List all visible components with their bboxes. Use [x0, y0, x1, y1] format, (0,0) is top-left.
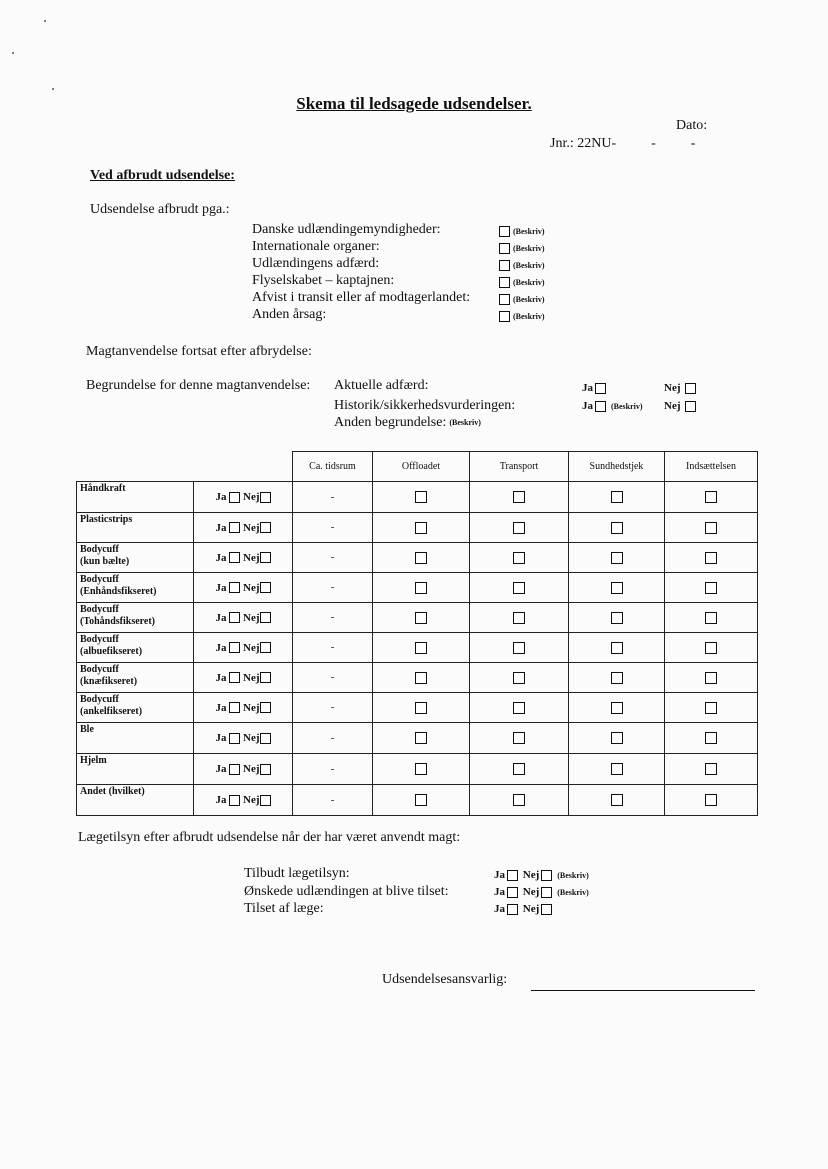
row-ja-nej: Ja Nej — [194, 723, 293, 754]
laege-options: Ja Nej (Beskriv) — [494, 886, 589, 898]
table-row — [77, 723, 758, 754]
offloadet-checkbox[interactable] — [415, 642, 427, 654]
row-no-checkbox[interactable] — [260, 702, 271, 713]
laege-options: Ja Nej — [494, 903, 554, 915]
transport-cell — [470, 543, 569, 573]
row-ja-nej: Ja Nej — [194, 543, 293, 573]
row-yes-checkbox[interactable] — [229, 764, 240, 775]
beskriv-note: (Beskriv) — [513, 244, 545, 254]
laege-options: Ja Nej (Beskriv) — [494, 869, 589, 881]
reason-label: Danske udlændingemyndigheder: — [252, 222, 441, 237]
beskriv-note: (Beskriv) — [513, 278, 545, 288]
reason-checkbox[interactable] — [499, 226, 510, 237]
reason-label: Internationale organer: — [252, 239, 380, 254]
historik-no-option: Nej — [664, 400, 698, 412]
offloadet-checkbox[interactable] — [415, 612, 427, 624]
row-label: Bodycuff (kun bælte) — [77, 543, 194, 573]
offloadet-cell — [373, 754, 470, 785]
sundhedstjek-checkbox[interactable] — [611, 732, 623, 744]
table-row — [77, 785, 758, 816]
table-row — [77, 513, 758, 543]
row-yes-checkbox[interactable] — [229, 702, 240, 713]
reason-label: Flyselskabet – kaptajnen: — [252, 273, 395, 288]
sundhedstjek-cell — [569, 663, 665, 693]
row-ja-nej: Ja Nej — [194, 785, 293, 816]
row-ja-nej: Ja Nej — [194, 663, 293, 693]
sundhedstjek-checkbox[interactable] — [611, 702, 623, 714]
reason-label: Udlændingens adfærd: — [252, 256, 380, 271]
offloadet-checkbox[interactable] — [415, 732, 427, 744]
aktuel-yes-option: Ja — [582, 382, 608, 394]
table-row — [77, 603, 758, 633]
transport-checkbox[interactable] — [513, 642, 525, 654]
sundhedstjek-checkbox[interactable] — [611, 582, 623, 594]
laege-yes-checkbox[interactable] — [507, 887, 518, 898]
col-header: Transport — [470, 452, 569, 482]
tidsrum-cell[interactable]: - — [293, 785, 373, 816]
row-no-checkbox[interactable] — [260, 795, 271, 806]
laege-item: Ønskede udlændingen at blive tilset: — [244, 884, 449, 899]
row-label: Hjelm — [77, 754, 194, 785]
indsaettelsen-checkbox[interactable] — [705, 491, 717, 503]
offloadet-cell — [373, 573, 470, 603]
sundhedstjek-checkbox[interactable] — [611, 763, 623, 775]
transport-cell — [470, 785, 569, 816]
journal-number: Jnr.: 22NU- - - — [550, 136, 696, 151]
transport-cell — [470, 754, 569, 785]
row-label: Bodycuff (ankelfikseret) — [77, 693, 194, 723]
offloadet-checkbox[interactable] — [415, 552, 427, 564]
row-yes-checkbox[interactable] — [229, 492, 240, 503]
indsaettelsen-cell — [665, 663, 758, 693]
table-row — [77, 543, 758, 573]
transport-checkbox[interactable] — [513, 552, 525, 564]
tidsrum-cell[interactable]: - — [293, 633, 373, 663]
form-title: Skema til ledsagede udsendelser. — [296, 94, 532, 113]
laege-no-checkbox[interactable] — [541, 904, 552, 915]
indsaettelsen-cell — [665, 482, 758, 513]
sundhedstjek-cell — [569, 723, 665, 754]
row-label: Håndkraft — [77, 482, 194, 513]
indsaettelsen-checkbox[interactable] — [705, 612, 717, 624]
row-label: Bodycuff (Tohåndsfikseret) — [77, 603, 194, 633]
row-ja-nej: Ja Nej — [194, 633, 293, 663]
signature-line[interactable] — [531, 990, 755, 991]
row-label: Ble — [77, 723, 194, 754]
tidsrum-cell[interactable]: - — [293, 513, 373, 543]
afbrudt-label: Udsendelse afbrudt pga.: — [90, 202, 230, 217]
row-ja-nej: Ja Nej — [194, 573, 293, 603]
row-no-checkbox[interactable] — [260, 492, 271, 503]
sundhedstjek-checkbox[interactable] — [611, 642, 623, 654]
sundhedstjek-cell — [569, 785, 665, 816]
historik-no-checkbox[interactable] — [685, 401, 696, 412]
transport-cell — [470, 723, 569, 754]
laege-yes-checkbox[interactable] — [507, 870, 518, 881]
indsaettelsen-cell — [665, 513, 758, 543]
table-row — [77, 482, 758, 513]
beskriv-note: (Beskriv) — [513, 227, 545, 237]
row-ja-nej: Ja Nej — [194, 693, 293, 723]
row-no-checkbox[interactable] — [260, 642, 271, 653]
scan-speck — [52, 88, 54, 90]
restraint-table — [76, 451, 758, 816]
offloadet-checkbox[interactable] — [415, 672, 427, 684]
transport-checkbox[interactable] — [513, 672, 525, 684]
indsaettelsen-checkbox[interactable] — [705, 702, 717, 714]
indsaettelsen-checkbox[interactable] — [705, 794, 717, 806]
row-label: Plasticstrips — [77, 513, 194, 543]
sundhedstjek-checkbox[interactable] — [611, 552, 623, 564]
table-row — [77, 663, 758, 693]
row-yes-checkbox[interactable] — [229, 642, 240, 653]
beskriv-note: (Beskriv) — [513, 295, 545, 305]
transport-checkbox[interactable] — [513, 582, 525, 594]
row-no-checkbox[interactable] — [260, 522, 271, 533]
reason-checkbox-row — [499, 309, 545, 325]
aktuel-yes-checkbox[interactable] — [595, 383, 606, 394]
begrundelse-aktuel: Aktuelle adfærd: — [334, 378, 429, 393]
row-no-checkbox[interactable] — [260, 612, 271, 623]
historik-yes-option: Ja (Beskriv) — [582, 400, 643, 412]
row-yes-checkbox[interactable] — [229, 552, 240, 563]
laege-heading: Lægetilsyn efter afbrudt udsendelse når der har været anvendt magt: — [78, 830, 461, 845]
transport-cell — [470, 573, 569, 603]
offloadet-checkbox[interactable] — [415, 702, 427, 714]
laege-no-checkbox[interactable] — [541, 887, 552, 898]
sundhedstjek-checkbox[interactable] — [611, 491, 623, 503]
offloadet-cell — [373, 785, 470, 816]
reason-checkbox[interactable] — [499, 243, 510, 254]
col-header: Ca. tidsrum — [293, 452, 373, 482]
reason-checkbox[interactable] — [499, 260, 510, 271]
begrundelse-anden: Anden begrundelse: (Beskriv) — [334, 415, 481, 430]
transport-cell — [470, 663, 569, 693]
sundhedstjek-checkbox[interactable] — [611, 522, 623, 534]
offloadet-cell — [373, 513, 470, 543]
tidsrum-cell[interactable]: - — [293, 663, 373, 693]
tidsrum-cell[interactable]: - — [293, 603, 373, 633]
transport-checkbox[interactable] — [513, 612, 525, 624]
reason-label: Anden årsag: — [252, 307, 327, 322]
signer-label: Udsendelsesansvarlig: — [382, 972, 508, 987]
offloadet-cell — [373, 633, 470, 663]
row-label: Bodycuff (knæfikseret) — [77, 663, 194, 693]
section-heading: Ved afbrudt udsendelse: — [90, 168, 235, 183]
beskriv-note: (Beskriv) — [513, 261, 545, 271]
sundhedstjek-checkbox[interactable] — [611, 672, 623, 684]
row-no-checkbox[interactable] — [260, 552, 271, 563]
row-yes-checkbox[interactable] — [229, 733, 240, 744]
reason-checkbox-row — [499, 292, 545, 308]
table-row — [77, 754, 758, 785]
indsaettelsen-checkbox[interactable] — [705, 732, 717, 744]
beskriv-note: (Beskriv) — [513, 312, 545, 322]
tidsrum-cell[interactable]: - — [293, 693, 373, 723]
aktuel-no-checkbox[interactable] — [685, 383, 696, 394]
row-ja-nej: Ja Nej — [194, 513, 293, 543]
scan-speck — [12, 52, 14, 54]
transport-cell — [470, 693, 569, 723]
row-no-checkbox[interactable] — [260, 582, 271, 593]
reason-checkbox-row — [499, 241, 545, 257]
indsaettelsen-checkbox[interactable] — [705, 642, 717, 654]
offloadet-cell — [373, 543, 470, 573]
transport-checkbox[interactable] — [513, 794, 525, 806]
reason-label: Afvist i transit eller af modtagerlandet: — [252, 290, 471, 305]
indsaettelsen-cell — [665, 573, 758, 603]
indsaettelsen-cell — [665, 754, 758, 785]
tidsrum-cell[interactable]: - — [293, 543, 373, 573]
transport-cell — [470, 603, 569, 633]
sundhedstjek-cell — [569, 754, 665, 785]
sundhedstjek-cell — [569, 513, 665, 543]
sundhedstjek-checkbox[interactable] — [611, 612, 623, 624]
reason-checkbox[interactable] — [499, 294, 510, 305]
row-yes-checkbox[interactable] — [229, 612, 240, 623]
magt-fortsat-label: Magtanvendelse fortsat efter afbrydelse: — [86, 344, 312, 359]
col-header: Indsættelsen — [665, 452, 758, 482]
row-ja-nej: Ja Nej — [194, 754, 293, 785]
reason-checkbox[interactable] — [499, 311, 510, 322]
indsaettelsen-checkbox[interactable] — [705, 552, 717, 564]
indsaettelsen-cell — [665, 633, 758, 663]
indsaettelsen-cell — [665, 693, 758, 723]
transport-checkbox[interactable] — [513, 732, 525, 744]
offloadet-cell — [373, 482, 470, 513]
dato-label: Dato: — [676, 118, 708, 133]
row-label: Bodycuff (Enhåndsfikseret) — [77, 573, 194, 603]
transport-cell — [470, 633, 569, 663]
transport-checkbox[interactable] — [513, 522, 525, 534]
sundhedstjek-cell — [569, 482, 665, 513]
indsaettelsen-cell — [665, 723, 758, 754]
reason-checkbox-row — [499, 224, 545, 240]
laege-item: Tilbudt lægetilsyn: — [244, 866, 350, 881]
tidsrum-cell[interactable]: - — [293, 754, 373, 785]
begrundelse-historik: Historik/sikkerhedsvurderingen: — [334, 398, 516, 413]
sundhedstjek-cell — [569, 633, 665, 663]
indsaettelsen-cell — [665, 785, 758, 816]
row-label: Andet (hvilket) — [77, 785, 194, 816]
offloadet-checkbox[interactable] — [415, 491, 427, 503]
aktuel-no-option: Nej — [664, 382, 698, 394]
indsaettelsen-cell — [665, 543, 758, 573]
transport-cell — [470, 513, 569, 543]
transport-checkbox[interactable] — [513, 763, 525, 775]
transport-checkbox[interactable] — [513, 702, 525, 714]
indsaettelsen-checkbox[interactable] — [705, 763, 717, 775]
table-row — [77, 573, 758, 603]
offloadet-checkbox[interactable] — [415, 794, 427, 806]
laege-no-checkbox[interactable] — [541, 870, 552, 881]
indsaettelsen-checkbox[interactable] — [705, 672, 717, 684]
reason-checkbox-row — [499, 258, 545, 274]
sundhedstjek-cell — [569, 603, 665, 633]
tidsrum-cell[interactable]: - — [293, 573, 373, 603]
table-row — [77, 693, 758, 723]
offloadet-checkbox[interactable] — [415, 582, 427, 594]
tidsrum-cell[interactable]: - — [293, 482, 373, 513]
tidsrum-cell[interactable]: - — [293, 723, 373, 754]
row-yes-checkbox[interactable] — [229, 795, 240, 806]
sundhedstjek-cell — [569, 543, 665, 573]
indsaettelsen-checkbox[interactable] — [705, 582, 717, 594]
col-header: Offloadet — [373, 452, 470, 482]
row-no-checkbox[interactable] — [260, 733, 271, 744]
row-label: Bodycuff (albuefikseret) — [77, 633, 194, 663]
table-row — [77, 633, 758, 663]
sundhedstjek-checkbox[interactable] — [611, 794, 623, 806]
offloadet-cell — [373, 603, 470, 633]
laege-yes-checkbox[interactable] — [507, 904, 518, 915]
offloadet-checkbox[interactable] — [415, 763, 427, 775]
scan-speck — [44, 20, 46, 22]
laege-item: Tilset af læge: — [244, 901, 324, 916]
row-yes-checkbox[interactable] — [229, 522, 240, 533]
historik-yes-checkbox[interactable] — [595, 401, 606, 412]
row-yes-checkbox[interactable] — [229, 582, 240, 593]
indsaettelsen-cell — [665, 603, 758, 633]
transport-cell — [470, 482, 569, 513]
row-no-checkbox[interactable] — [260, 672, 271, 683]
row-yes-checkbox[interactable] — [229, 672, 240, 683]
row-ja-nej: Ja Nej — [194, 603, 293, 633]
reason-checkbox[interactable] — [499, 277, 510, 288]
sundhedstjek-cell — [569, 573, 665, 603]
offloadet-checkbox[interactable] — [415, 522, 427, 534]
indsaettelsen-checkbox[interactable] — [705, 522, 717, 534]
offloadet-cell — [373, 663, 470, 693]
reason-checkbox-row — [499, 275, 545, 291]
row-no-checkbox[interactable] — [260, 764, 271, 775]
col-header: Sundhedstjek — [569, 452, 665, 482]
offloadet-cell — [373, 693, 470, 723]
sundhedstjek-cell — [569, 693, 665, 723]
row-ja-nej: Ja Nej — [194, 482, 293, 513]
begrundelse-label: Begrundelse for denne magtanvendelse: — [86, 378, 311, 393]
offloadet-cell — [373, 723, 470, 754]
transport-checkbox[interactable] — [513, 491, 525, 503]
